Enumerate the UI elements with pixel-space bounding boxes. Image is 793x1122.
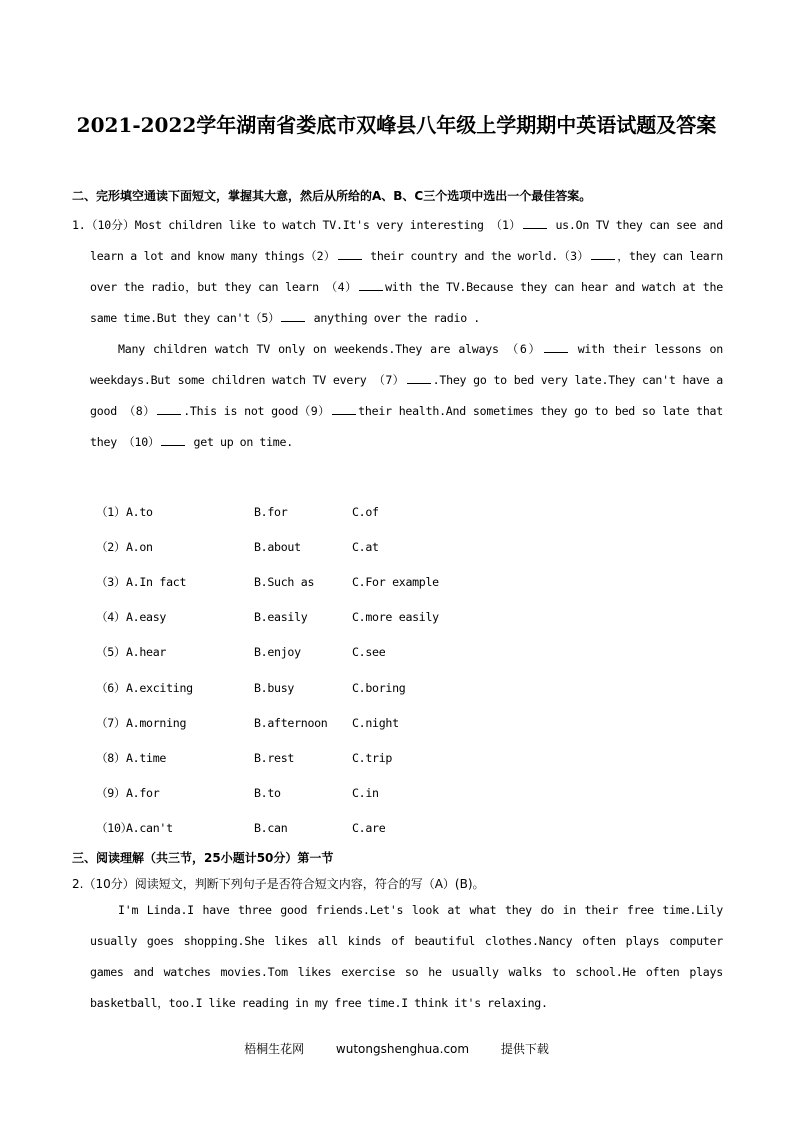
option-row: （4） A.easy B.easily C.more easily [96, 610, 439, 625]
page-footer [0, 1040, 793, 1058]
option-a: A.for [126, 786, 160, 801]
text-segment: us.On TV they can see and learn a lot and know many things（2） [90, 218, 724, 263]
text-segment: .This is not good（9） [183, 404, 331, 418]
blank-2 [338, 247, 362, 260]
option-b: B.busy [254, 680, 295, 695]
text-segment: anything over the radio . [307, 311, 480, 325]
option-row: （2） A.on B.about C.at [96, 539, 379, 554]
blank-4 [359, 278, 383, 291]
option-c: C.trip [352, 750, 393, 765]
page-title: 2021-2022学年湖南省娄底市双峰县八年级上学期期中英语试题及答案 [76, 113, 717, 137]
option-a: A.can't [126, 821, 173, 836]
option-b: B.for [254, 504, 288, 519]
option-row: （5） A.hear B.enjoy C.see [96, 645, 386, 660]
blank-10 [161, 433, 185, 446]
option-row: （10） A.can't B.can C.are [96, 821, 386, 836]
option-b: B.easily [254, 610, 308, 625]
option-c: C.in [352, 786, 379, 801]
option-b: B.can [254, 821, 288, 836]
option-row: （7） A.morning B.afternoon C.night [96, 715, 399, 730]
option-row: （9） A.for B.to C.in [96, 786, 379, 801]
option-c: C.night [352, 715, 399, 730]
option-a: A.morning [126, 715, 187, 730]
option-a: A.In fact [126, 574, 187, 589]
option-c: C.more easily [352, 610, 439, 625]
option-a: A.easy [126, 610, 167, 625]
footer-note: 提供下载 [500, 1042, 549, 1056]
text-segment: their health.And sometimes they go to bed so late that they （10） [90, 404, 724, 449]
option-row: （3） A.In fact B.Such as C.For example [96, 574, 439, 589]
option-b: B.Such as [254, 574, 315, 589]
blank-5 [281, 309, 305, 322]
option-c: C.of [352, 504, 379, 519]
option-c: C.at [352, 539, 379, 554]
option-c: C.are [352, 821, 386, 836]
option-a: A.exciting [126, 680, 193, 695]
blank-9 [332, 402, 356, 415]
question-2 [72, 873, 723, 1019]
option-c: C.see [352, 645, 386, 660]
text-segment: with the TV.Because they can hear and watch at the same time.But they can't（5） [90, 280, 723, 325]
section-3-heading: 三、阅读理解（共三节，25小题计50分）第一节 [72, 851, 334, 865]
question-2-passage: I'm Linda.I have three good friends.Let's look at what they do in their free time.Lily usually goes shopping.She likes all kinds of beautiful clothes.Nancy often plays computer games and watches movies.Tom likes exercise so he usually walks to school.He often plays basketball，too.I like reading in my free time.I think it's relaxing. [90, 903, 723, 1010]
question-1 [72, 210, 723, 458]
option-b: B.rest [254, 750, 295, 765]
text-segment: Many children watch TV only on weekends.They are always （6） [118, 342, 542, 356]
text-segment: get up on time. [187, 435, 293, 449]
option-a: A.on [126, 539, 153, 554]
option-b: B.enjoy [254, 645, 301, 660]
section-2-heading: 二、完形填空通读下面短文，掌握其大意，然后从所给的A、B、C三个选项中选出一个最佳答案。 [72, 189, 592, 203]
option-row: （1） A.to B.for C.of [96, 504, 379, 519]
blank-7 [407, 371, 431, 384]
blank-3 [591, 247, 615, 260]
option-row: （8） A.time B.rest C.trip [96, 750, 393, 765]
question-1-paragraph-2 [72, 334, 723, 458]
blank-8 [157, 402, 181, 415]
text-segment: .They go to bed very late.They can't have a good （8） [90, 373, 723, 418]
option-a: A.hear [126, 645, 167, 660]
footer-site-link[interactable]: wutongshenghua.com [335, 1042, 470, 1056]
option-c: C.For example [352, 574, 439, 589]
option-a: A.time [126, 750, 167, 765]
option-a: A.to [126, 504, 153, 519]
option-c: C.boring [352, 680, 406, 695]
text-segment: 1.（10分）Most children like to watch TV.It's very interesting （1） [72, 218, 521, 232]
text-segment: their country and the world.（3） [363, 249, 589, 263]
question-1-options [96, 494, 496, 846]
option-b: B.about [254, 539, 301, 554]
blank-6 [544, 340, 568, 353]
text-segment: with their lessons on weekdays.But some children watch TV every （7） [90, 342, 723, 387]
option-row: （6） A.exciting B.busy C.boring [96, 680, 406, 695]
option-b: B.afternoon [254, 715, 328, 730]
option-b: B.to [254, 786, 281, 801]
footer-brand: 梧桐生花网 [244, 1042, 305, 1056]
blank-1 [523, 216, 547, 229]
question-2-intro: 2.（10分）阅读短文，判断下列句子是否符合短文内容，符合的写（A）(B)。 [72, 877, 485, 891]
text-segment: ，they can learn over the radio，but they can learn （4） [90, 249, 723, 294]
question-1-paragraph-1 [72, 210, 723, 334]
